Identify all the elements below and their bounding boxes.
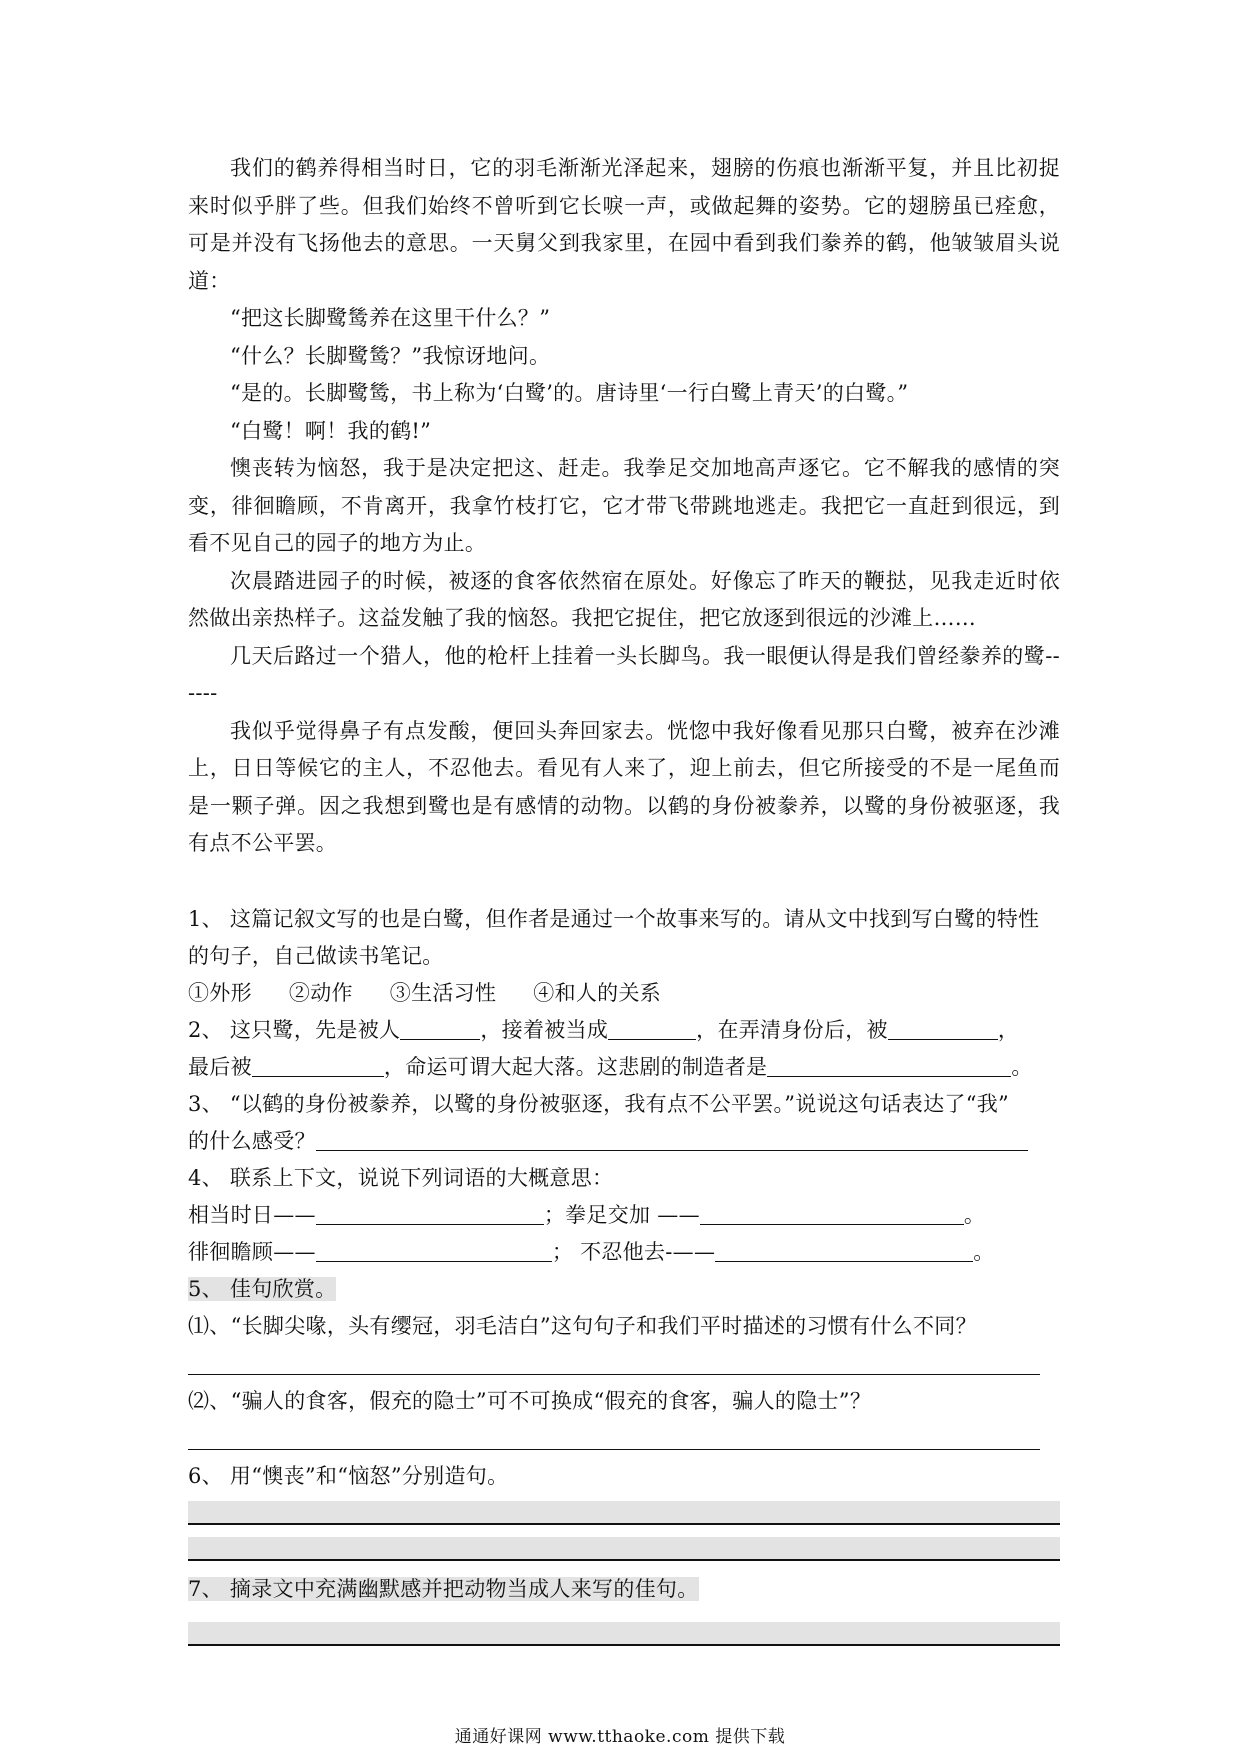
answer-blank[interactable]: [400, 1017, 480, 1040]
question-7: [188, 1571, 1060, 1608]
question-2-text: ，: [997, 1017, 1020, 1042]
question-2-text: 最后被: [188, 1054, 252, 1079]
passage-paragraph: “白鹭！啊！我的鹤!”: [230, 418, 432, 443]
answer-blank[interactable]: [888, 1017, 998, 1040]
question-3-line-2: [188, 1123, 1060, 1160]
question-3-text: 的什么感受？: [188, 1128, 316, 1153]
question-2-text: ，命运可谓大起大落。这悲剧的制造者是: [383, 1054, 768, 1079]
question-1-options: [188, 975, 1060, 1012]
passage-paragraph: “把这长脚鹭鸶养在这里干什么？”: [230, 306, 551, 330]
question-6: 6、 用“懊丧”和“恼怒”分别造句。: [188, 1463, 509, 1488]
answer-blank[interactable]: [767, 1054, 1011, 1077]
question-section: [188, 901, 1060, 1646]
question-2-line-2: [188, 1049, 1060, 1086]
page-footer: 通通好课网 www.tthaoke.com 提供下载: [454, 1727, 786, 1747]
question-4-word: ；拳足交加 ——: [543, 1202, 700, 1227]
passage-paragraph: “是的。长脚鹭鸶，书上称为‘白鹭’的。唐诗里‘一行白鹭上青天’的白鹭。”: [230, 381, 909, 405]
question-4-word: 相当时日——: [188, 1202, 316, 1227]
passage-paragraph: 懊丧转为恼怒，我于是决定把这、赶走。我拳足交加地高声逐它。它不解我的感情的突变，徘徊瞻顾，不肯离开，我拿竹枝打它，它才带飞带跳地逃走。我把它一直赶到很远，到看不见自己的园子的地方为止。: [188, 456, 1060, 555]
question-3: 3、 “以鹤的身份被豢养，以鹭的身份被驱逐，我有点不公平罢。”说说这句话表达了“我”: [188, 1091, 1010, 1116]
question-1: 1、 这篇记叙文写的也是白鹭，但作者是通过一个故事来写的。请从文中找到写白鹭的特性的句子，自己做读书笔记。: [188, 906, 1040, 968]
passage-paragraph: “什么？长脚鹭鸶？”我惊讶地问。: [230, 343, 551, 368]
answer-blank[interactable]: [316, 1239, 552, 1262]
passage-paragraph: 几天后路过一个猎人，他的枪杆上挂着一头长脚鸟。我一眼便认得是我们曾经豢养的鹭------: [188, 643, 1060, 705]
question-5: [188, 1271, 1060, 1308]
answer-blank[interactable]: [252, 1054, 384, 1077]
answer-blank[interactable]: [608, 1017, 696, 1040]
question-2-line-1: [188, 1012, 1060, 1049]
passage-paragraph: 次晨踏进园子的时候，被逐的食客依然宿在原处。好像忘了昨天的鞭挞，见我走近时依然做出亲热样子。这益发触了我的恼怒。我把它捉住，把它放逐到很远的沙滩上……: [188, 568, 1060, 630]
question-4-text: 。: [973, 1239, 995, 1264]
question-4: 4、 联系上下文，说说下列词语的大概意思：: [188, 1165, 614, 1190]
question-2-text: 。: [1011, 1054, 1033, 1079]
answer-line[interactable]: [188, 1448, 1040, 1450]
option-appearance: ①外形: [188, 980, 252, 1005]
question-2-text: ，接着被当成: [480, 1017, 609, 1042]
reading-passage: [188, 150, 1060, 863]
question-4-row-2: [188, 1234, 1060, 1271]
answer-blank[interactable]: [700, 1202, 964, 1225]
question-5-1: ⑴、“长脚尖喙，头有缨冠，羽毛洁白”这句句子和我们平时描述的习惯有什么不同？: [188, 1313, 977, 1338]
question-5-text: 5、 佳句欣赏。: [188, 1276, 337, 1301]
question-4-word: 徘徊瞻顾——: [188, 1239, 316, 1264]
answer-line[interactable]: [188, 1622, 1060, 1646]
question-2-text: 2、 这只鹭，先是被人: [188, 1017, 401, 1042]
question-4-row-1: [188, 1197, 1060, 1234]
option-action: ②动作: [288, 980, 353, 1005]
question-7-text: 7、 摘录文中充满幽默感并把动物当成人来写的佳句。: [188, 1576, 699, 1601]
worksheet: [188, 150, 1060, 1646]
option-habits: ③生活习性: [389, 980, 497, 1005]
answer-blank[interactable]: [316, 1202, 544, 1225]
question-4-text: 。: [963, 1202, 986, 1227]
answer-line[interactable]: [188, 1501, 1060, 1525]
question-2-text: ，在弄清身份后，被: [696, 1017, 888, 1042]
passage-paragraph: 我们的鹤养得相当时日，它的羽毛渐渐光泽起来，翅膀的伤痕也渐渐平复，并且比初捉来时似乎胖了些。但我们始终不曾听到它长唳一声，或做起舞的姿势。它的翅膀虽已痊愈，可是并没有飞扬他去的意思。一天舅父到我家里，在园中看到我们豢养的鹤，他皱皱眉头说道：: [188, 156, 1060, 293]
answer-line[interactable]: [188, 1537, 1060, 1561]
passage-paragraph: 我似乎觉得鼻子有点发酸，便回头奔回家去。恍惚中我好像看见那只白鹭，被弃在沙滩上，日日等候它的主人，不忍他去。看见有人来了，迎上前去，但它所接受的不是一尾鱼而是一颗子弹。因之我想到鹭也是有感情的动物。以鹤的身份被豢养，以鹭的身份被驱逐，我有点不公平罢。: [188, 718, 1060, 855]
answer-blank[interactable]: [715, 1239, 973, 1262]
answer-blank[interactable]: [316, 1128, 1028, 1151]
option-relation: ④和人的关系: [533, 980, 662, 1005]
question-5-2: ⑵、“骗人的食客，假充的隐士”可不可换成“假充的食客，骗人的隐士”？: [188, 1388, 872, 1413]
answer-line[interactable]: [188, 1373, 1040, 1375]
question-4-word: ； 不忍他去-——: [551, 1239, 716, 1264]
